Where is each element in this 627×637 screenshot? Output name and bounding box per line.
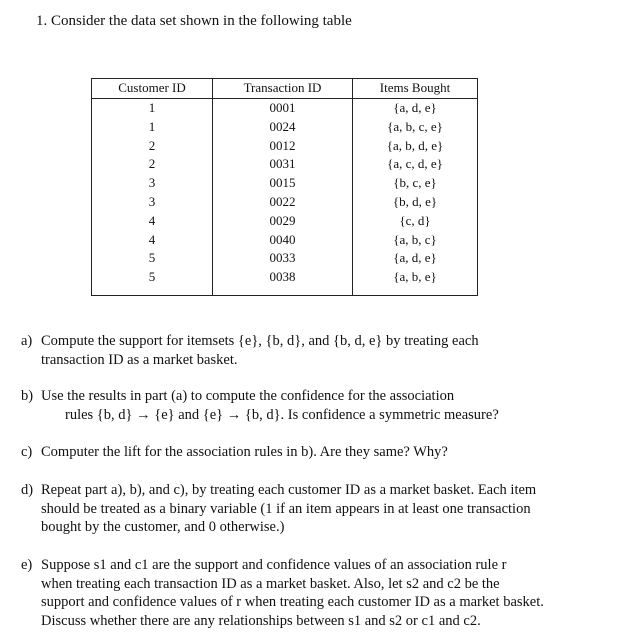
cell-customer-id: 3 xyxy=(92,193,213,212)
cell-items-bought: {a, d, e} xyxy=(353,249,478,268)
table-row xyxy=(92,99,478,118)
transactions-table xyxy=(91,78,478,296)
cell-customer-id: 2 xyxy=(92,155,213,174)
table-row xyxy=(92,249,478,268)
col-header-items-bought: Items Bought xyxy=(353,79,478,99)
cell-transaction-id: 0015 xyxy=(213,174,353,193)
cell-items-bought: {a, c, d, e} xyxy=(353,155,478,174)
table-row xyxy=(92,137,478,156)
question-line: should be treated as a binary variable (1 if an item appears in at least one transaction xyxy=(41,500,531,517)
cell-items-bought: {a, b, c} xyxy=(353,231,478,250)
cell-items-bought: {b, c, e} xyxy=(353,174,478,193)
question-line: support and confidence values of r when treating each customer ID as a market basket. xyxy=(41,594,544,610)
question-line: Suppose s1 and c1 are the support and confidence values of an association rule r xyxy=(41,557,507,573)
table-header-row xyxy=(92,79,478,99)
col-header-transaction-id: Transaction ID xyxy=(213,79,353,99)
table-bottom-spacer xyxy=(92,287,478,296)
cell-transaction-id: 0024 xyxy=(213,118,353,137)
question-line: Discuss whether there are any relationships between s1 and s2 or c1 and c2. xyxy=(41,612,481,629)
cell-items-bought: {a, b, c, e} xyxy=(353,118,478,137)
cell-customer-id: 4 xyxy=(92,231,213,250)
cell-customer-id: 4 xyxy=(92,212,213,231)
question-label: a) xyxy=(21,333,33,349)
question-line: Use the results in part (a) to compute the confidence for the association xyxy=(41,388,455,404)
table-row xyxy=(92,212,478,231)
cell-transaction-id: 0001 xyxy=(213,99,353,118)
cell-customer-id: 5 xyxy=(92,249,213,268)
table-row xyxy=(92,268,478,287)
col-header-customer-id: Customer ID xyxy=(92,79,213,99)
question-label: b) xyxy=(21,388,34,404)
table-row xyxy=(92,174,478,193)
question-line: bought by the customer, and 0 otherwise.) xyxy=(41,519,285,535)
cell-customer-id: 2 xyxy=(92,137,213,156)
table-row xyxy=(92,193,478,212)
cell-transaction-id: 0031 xyxy=(213,155,353,174)
question-label: c) xyxy=(21,444,33,460)
cell-transaction-id: 0012 xyxy=(213,137,353,156)
cell-transaction-id: 0038 xyxy=(213,268,353,287)
cell-customer-id: 5 xyxy=(92,268,213,287)
cell-transaction-id: 0033 xyxy=(213,249,353,268)
question-line: when treating each transaction ID as a market basket. Also, let s2 and c2 be the xyxy=(41,575,500,592)
cell-transaction-id: 0029 xyxy=(213,212,353,231)
cell-items-bought: {a, b, e} xyxy=(353,268,478,287)
cell-customer-id: 1 xyxy=(92,99,213,118)
table-row xyxy=(92,155,478,174)
question-label: e) xyxy=(21,557,33,573)
cell-transaction-id: 0022 xyxy=(213,193,353,212)
question-line: transaction ID as a market basket. xyxy=(41,351,238,368)
cell-items-bought: {a, d, e} xyxy=(353,99,478,118)
cell-transaction-id: 0040 xyxy=(213,231,353,250)
question-line: Computer the lift for the association rules in b). Are they same? Why? xyxy=(41,444,448,460)
cell-customer-id: 3 xyxy=(92,174,213,193)
question-line: rules {b, d} → {e} and {e} → {b, d}. Is confidence a symmetric measure? xyxy=(65,406,499,423)
question-label: d) xyxy=(21,482,34,498)
question-line: Repeat part a), b), and c), by treating each customer ID as a market basket. Each item xyxy=(41,482,537,498)
problem-heading: 1. Consider the data set shown in the following table xyxy=(36,13,352,29)
cell-customer-id: 1 xyxy=(92,118,213,137)
cell-items-bought: {a, b, d, e} xyxy=(353,137,478,156)
cell-items-bought: {c, d} xyxy=(353,212,478,231)
table-row xyxy=(92,118,478,137)
question-line: Compute the support for itemsets {e}, {b, d}, and {b, d, e} by treating each xyxy=(41,333,479,349)
cell-items-bought: {b, d, e} xyxy=(353,193,478,212)
table-row xyxy=(92,231,478,250)
